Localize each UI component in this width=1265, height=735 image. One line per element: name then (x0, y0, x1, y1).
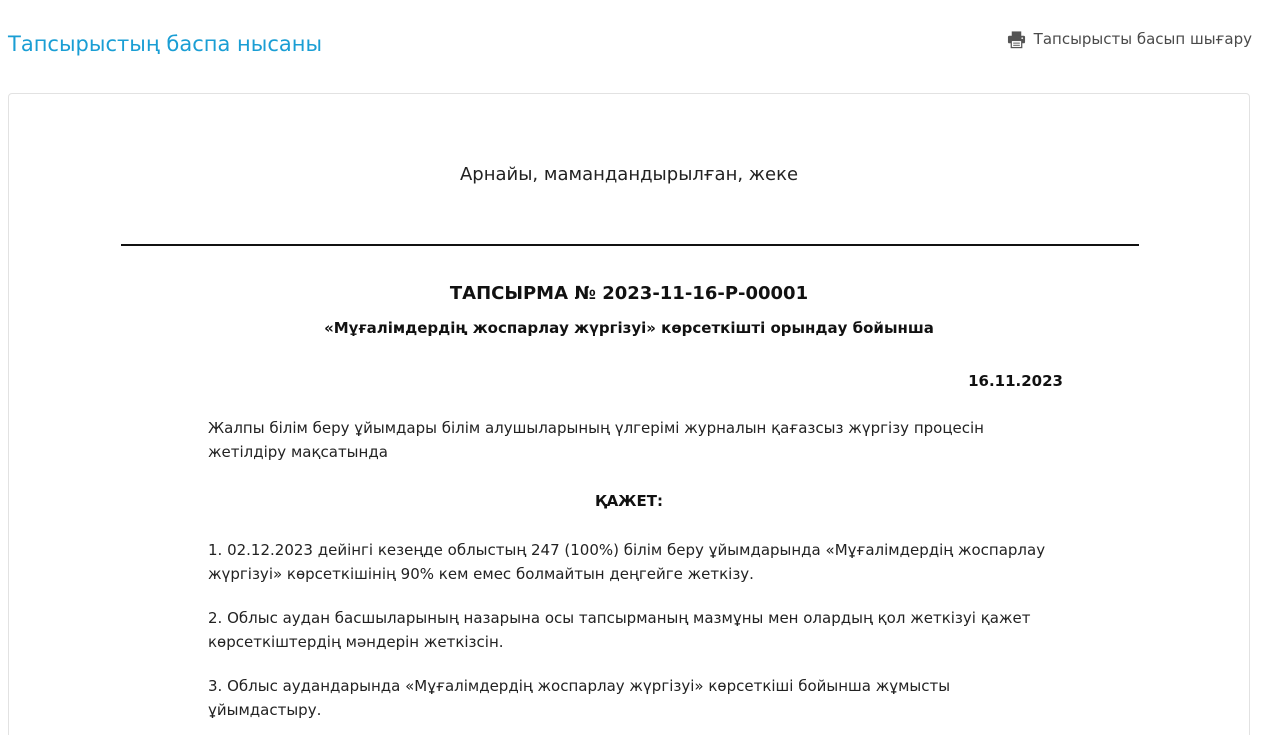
document-intro: Жалпы білім беру ұйымдары білім алушыларының үлгерімі журналын қағазсыз жүргізу процесін жетілдіру мақсатында (208, 419, 984, 461)
required-heading: ҚАЖЕТ: (594, 492, 664, 510)
document-subject: «Мұғалімдердің жоспарлау жүргізуі» көрсеткішті орындау бойынша (324, 319, 934, 337)
document-card (8, 93, 1250, 735)
print-order-label: Тапсырысты басып шығару (1033, 30, 1252, 48)
document-number: ТАПСЫРМА № 2023-11-16-Р-00001 (449, 283, 809, 304)
divider (121, 244, 1139, 246)
document-item: 2. Облыс аудан басшыларының назарына осы тапсырманың мазмұны мен олардың қол жеткізуі қажет көрсеткіштердің мәндерін жеткізсін. (208, 609, 1031, 651)
document-item: 3. Облыс аудандарында «Мұғалімдердің жоспарлау жүргізуі» көрсеткіші бойынша жұмысты ұйымдастыру. (208, 677, 951, 719)
page-title: Тапсырыстың баспа нысаны (8, 32, 323, 56)
printer-icon (1007, 30, 1026, 49)
document-item: 1. 02.12.2023 дейінгі кезеңде облыстың 247 (100%) білім беру ұйымдарында «Мұғалімдердің жоспарлау жүргізуі» көрсеткішінің 90% кем емес болмайтын деңгейге жеткізу. (208, 541, 1046, 583)
document-category: Арнайы, мамандандырылған, жеке (459, 164, 799, 185)
document-date: 16.11.2023 (968, 372, 1063, 390)
print-order-button[interactable] (1007, 27, 1252, 51)
